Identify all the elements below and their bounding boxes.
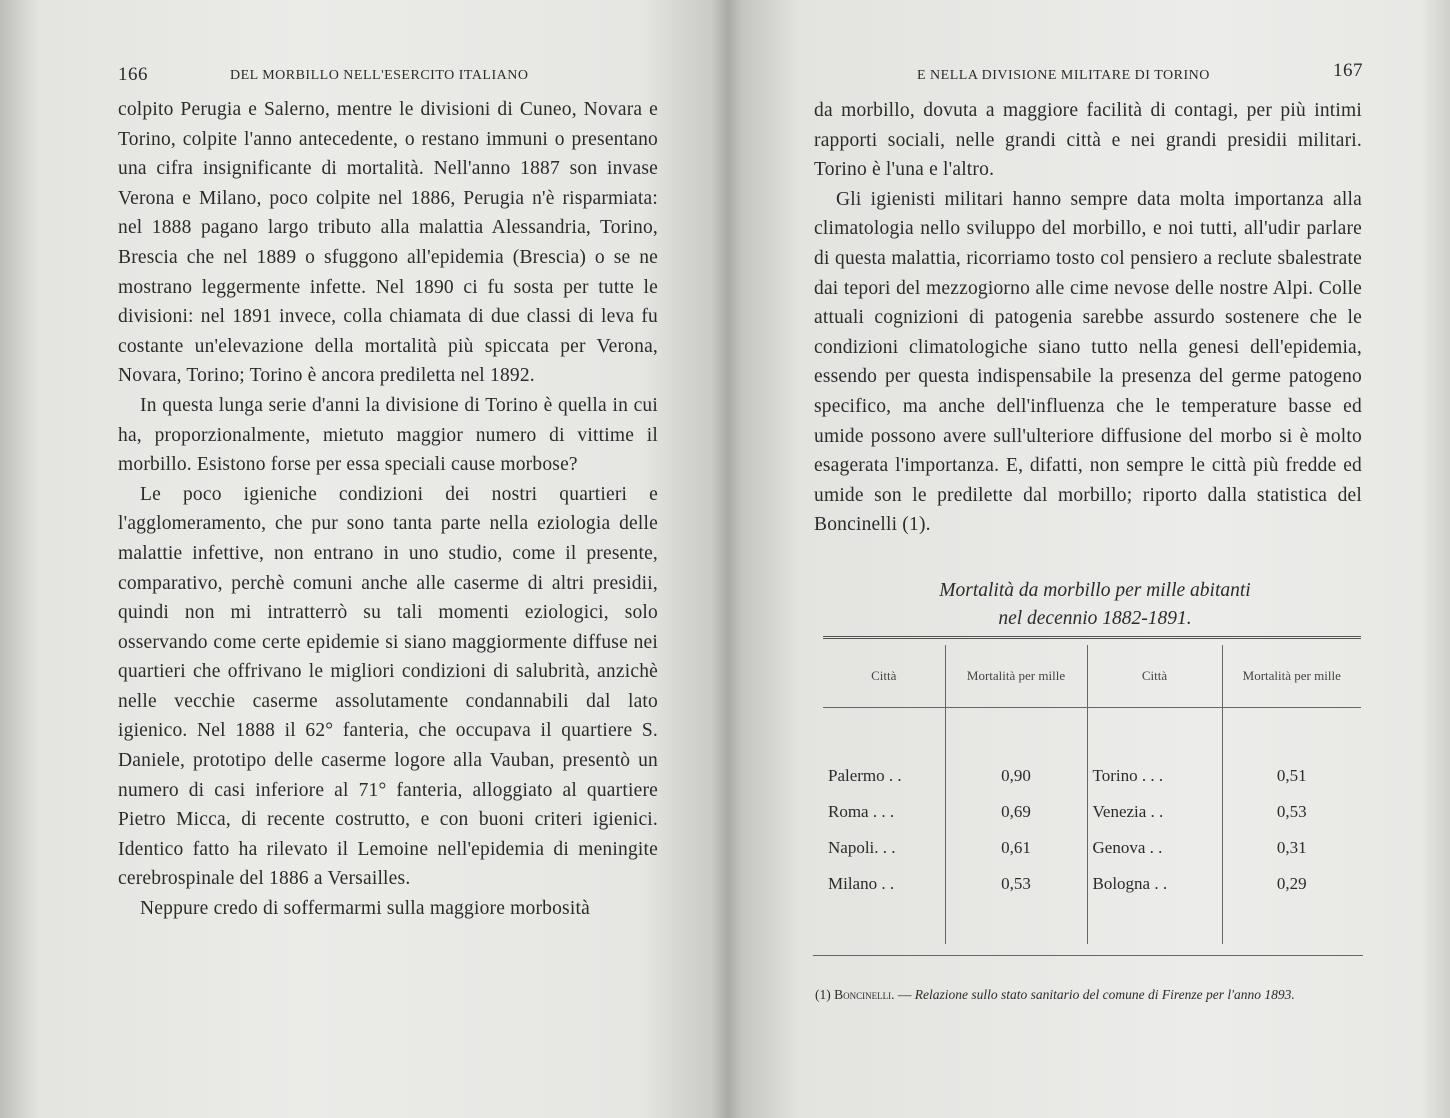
mortality-right: 0,51 xyxy=(1276,766,1307,785)
paragraph: colpito Perugia e Salerno, mentre le divisioni di Cuneo, Novara e Torino, colpite l'anno antecedente, o restano immuni o presentano una cifra insignificante di mortalità. Nell'anno 1887 son invase Verona e Milano, poco colpite nel 1886, Perugia n'è risparmiata: nel 1888 pagano largo tributo alla malattia Alessandria, Torino, Brescia che nel 1889 o sfuggono all'epidemia (Brescia) o se ne mostrano leggermente infette. Nel 1890 ci fu sosta per tutte le divisioni: nel 1891 invece, colla chiamata di due classi di leva fu costante un'elevazione della mortalità più spiccata per Verona, Novara, Torino; Torino è ancora prediletta nel 1892. xyxy=(118,99,658,387)
header-city-right: Città xyxy=(1087,645,1222,708)
footnote-marker: (1) xyxy=(815,987,831,1002)
footnote-dash: — xyxy=(897,987,912,1002)
paragraph: Le poco igieniche condizioni dei nostri quartieri e l'agglomeramento, che pur sono tanta parte nella eziologia delle malattie infettive, non entrano in uno studio, come il presente, comparativo, perchè comuni anche alle caserme di altri presidii, quindi non mi intratterrò su tali momenti eziologici, solo osservando come certe epidemie si siano maggiormente diffuse nei quartieri che offrivano le migliori condizioni di salubrità, anzichè nelle vecchie caserme assolutamente condannabili dal lato igienico. Nel 1888 il 62° fanteria, che occupava il quartiere S. Daniele, prototipo delle caserme logore alla Vauban, presentò un numero di casi inferiore al 71° fanteria, alloggiato al quartiere Pietro Micca, di recente costrutto, e con buoni criteri igienici. Identico fatto ha rilevato il Lemoine nell'epidemia di meningite cerebrospinale del 1886 a Versailles. xyxy=(118,483,658,890)
page-number-right: 167 xyxy=(1333,60,1363,81)
paragraph: Neppure credo di soffermarmi sulla maggiore morbosità xyxy=(140,898,590,920)
footnote xyxy=(815,985,1365,1005)
mortality-right: 0,31 xyxy=(1276,838,1307,857)
table-caption xyxy=(865,577,1325,633)
running-head-title-left: DEL MORBILLO NELL'ESERCITO ITALIANO xyxy=(230,68,529,83)
header-mortality-left: Mortalità per mille xyxy=(945,645,1087,708)
running-head-right xyxy=(915,60,1363,92)
mortality-table xyxy=(823,636,1361,944)
mortality-right: 0,53 xyxy=(1276,802,1307,821)
footnote-author: Boncinelli. xyxy=(834,987,895,1002)
table-spacer xyxy=(823,708,1361,759)
mortality-left: 0,69 xyxy=(945,794,1087,830)
table-row xyxy=(823,758,1361,794)
city-right: Torino . . . xyxy=(1087,758,1222,794)
paragraph: In questa lunga serie d'anni la divisione di Torino è quella in cui ha, proporzionalmente, mietuto maggior numero di vittime il morbillo. Esistono forse per essa speciali cause morbose? xyxy=(118,394,658,476)
running-head-left xyxy=(118,64,658,92)
header-city-left: Città xyxy=(823,645,945,708)
footnote-rule xyxy=(813,955,1363,956)
city-right: Bologna . . xyxy=(1087,866,1222,902)
mortality-left: 0,90 xyxy=(945,758,1087,794)
city-right: Genova . . xyxy=(1087,830,1222,866)
right-page xyxy=(730,0,1450,1118)
table-header-row xyxy=(823,645,1361,708)
table-caption-line-1: Mortalità da morbillo per mille abitanti xyxy=(939,580,1251,601)
city-left: Milano . . xyxy=(823,866,945,902)
paragraph: Gli igienisti militari hanno sempre data molta importanza alla climatologia nello sviluppo del morbillo, e noi tutti, all'udir parlare di questa malattia, ricorriamo tosto col pensiero a reclute sbalestrate dai tepori del mezzogiorno alle cime nevose delle nostre Alpi. Colle attuali cognizioni di patogenia sarebbe assurdo sostenere che le condizioni climatologiche siano tutto nella genesi dell'epidemia, essendo per questa indispensabile la presenza del germe patogeno specifico, ma anche dell'influenza che le temperature basse ed umide possono avere sull'ulteriore diffusione del morbo si è molto esagerata l'importanza. E, difatti, non sempre le città più fredde ed umide son le predilette dal morbillo; riporto dalla statistica del Boncinelli (1). xyxy=(814,188,1362,536)
table-top-rule xyxy=(823,636,1361,645)
city-left: Napoli. . . xyxy=(823,830,945,866)
table-spacer xyxy=(823,902,1361,944)
mortality-right: 0,29 xyxy=(1276,874,1307,893)
city-left: Palermo . . xyxy=(823,758,945,794)
running-head-title-right: E NELLA DIVISIONE MILITARE DI TORINO xyxy=(917,68,1210,83)
city-left: Roma . . . xyxy=(823,794,945,830)
left-page xyxy=(0,0,720,1118)
table-row xyxy=(823,866,1361,902)
table-row xyxy=(823,794,1361,830)
body-text-left xyxy=(118,95,658,924)
page-number-left: 166 xyxy=(118,64,148,85)
header-mortality-right: Mortalità per mille xyxy=(1222,645,1361,708)
mortality-left: 0,61 xyxy=(945,830,1087,866)
table-caption-line-2: nel decennio 1882-1891. xyxy=(998,608,1192,629)
city-right: Venezia . . xyxy=(1087,794,1222,830)
paragraph: da morbillo, dovuta a maggiore facilità di contagi, per più intimi rapporti sociali, nelle grandi città e nei grandi presidii militari. Torino è l'una e l'altro. xyxy=(814,100,1362,181)
mortality-left: 0,53 xyxy=(945,866,1087,902)
footnote-text: Relazione sullo stato sanitario del comune di Firenze per l'anno 1893. xyxy=(914,987,1295,1002)
table-row xyxy=(823,830,1361,866)
body-text-right xyxy=(814,96,1362,540)
